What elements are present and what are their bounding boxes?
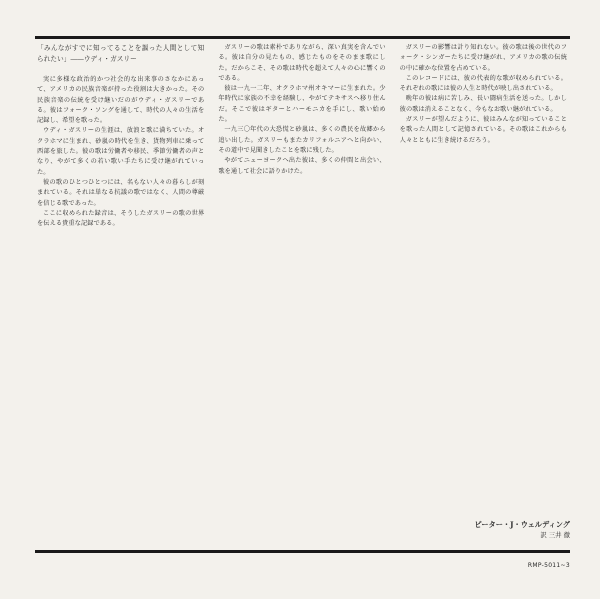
paragraph: ガスリーの歌は素朴でありながら、深い真実を含んでいる。彼は自分の見たもの、感じたものをそのまま歌にした。だからこそ、その歌は時代を超えて人々の心に響くのである。	[218, 44, 386, 82]
signature-block	[474, 519, 570, 541]
paragraph: 実に多様な政治的かつ社会的な出来事のさなかにあって、アメリカの民族音楽が持った役割は大きかった。その民族音楽の伝統を受け継いだのがウディ・ガスリーである。彼はフォーク・ソングを通して、時代の人々の生活を記録し、希望を歌った。	[37, 76, 205, 125]
paragraph: 晩年の彼は病に苦しみ、長い闘病生活を送った。しかし彼の歌は消えることなく、今もなお歌い継がれている。	[399, 95, 567, 113]
epigraph: 「みんながすでに知ってることを謳った人間として知られたい」――ウディ・ガスリー	[37, 44, 205, 63]
paragraph: ガスリーの影響は計り知れない。彼の歌は後の世代のフォーク・シンガーたちに受け継がれ、アメリカの歌の伝統の中に確かな位置を占めている。	[399, 44, 567, 72]
paragraph: このレコードには、彼の代表的な歌が収められている。それぞれの歌には彼の人生と時代が映し出されている。	[399, 74, 567, 93]
paragraph: 彼の歌のひとつひとつには、名もない人々の暮らしが刻まれている。それは単なる抗議の歌ではなく、人間の尊厳を信じる歌であった。	[37, 178, 205, 207]
paragraph: 彼は一九一二年、オクラホマ州オキマーに生まれた。少年時代に家族の不幸を経験し、やがてテキサスへ移り住んだ。そこで彼はギターとハーモニカを手にし、歌い始めた。	[218, 85, 386, 124]
column-3	[400, 43, 567, 543]
paragraph: ガスリーが望んだように、彼はみんなが知っていることを歌った人間として記憶されている。その歌はこれからも人々とともに生き続けるだろう。	[399, 116, 567, 144]
catalog-number: RMP-5011~3	[527, 562, 570, 569]
paragraph: 一九三〇年代の大恐慌と砂嵐は、多くの農民を故郷から追い出した。ガスリーもまたカリフォルニアへと向かい、その道中で見聞きしたことを歌に残した。	[218, 126, 386, 154]
top-rule	[35, 36, 570, 39]
author-name: ピーター・J・ウェルディング	[474, 520, 570, 529]
paragraph: ここに収められた録音は、そうしたガスリーの歌の世界を伝える貴重な記録である。	[37, 209, 205, 228]
paragraph: やがてニューヨークへ出た彼は、多くの仲間と出会い、歌を通して社会に語りかけた。	[218, 157, 386, 175]
liner-notes-body	[37, 43, 567, 543]
column-1	[37, 43, 204, 543]
paragraph: ウディ・ガスリーの生涯は、放浪と歌に満ちていた。オクラホマに生まれ、砂嵐の時代を生き、貨物列車に乗って西部を旅した。彼の歌は労働者や移民、季節労働者の声となり、やがて多くの若い歌い手たちに受け継がれていった。	[37, 127, 205, 176]
bottom-rule	[35, 550, 570, 553]
column-2	[218, 43, 385, 543]
translator-name: 訳 三井 徹	[540, 531, 570, 539]
